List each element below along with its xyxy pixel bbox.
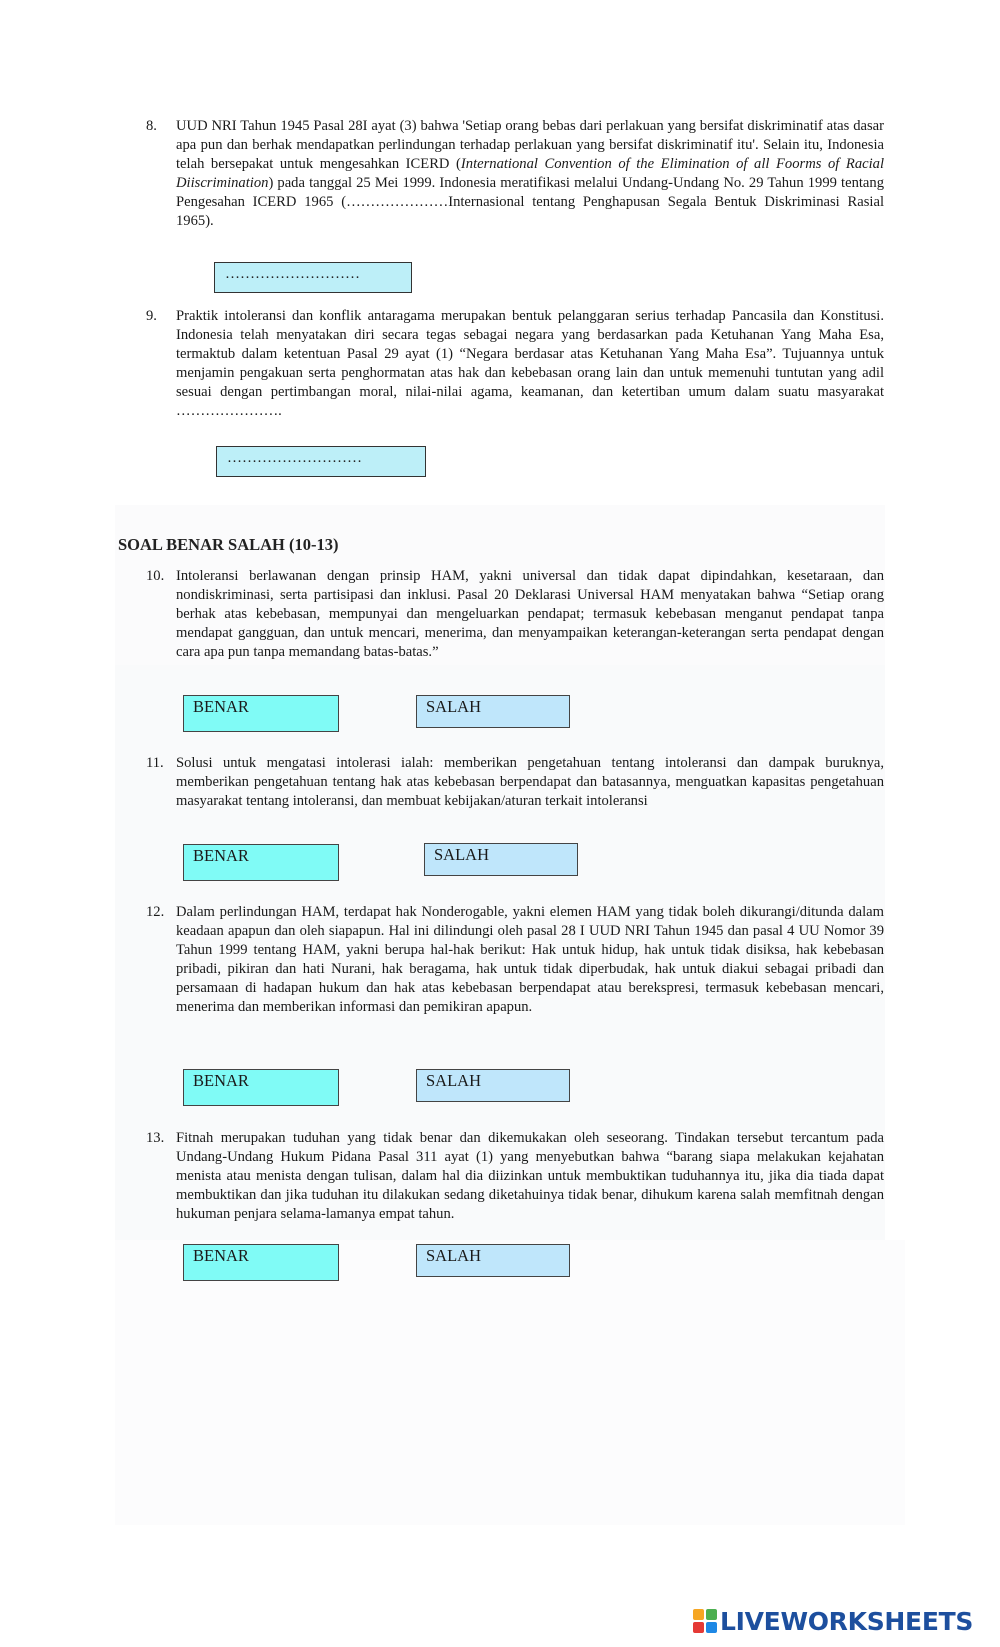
liveworksheets-logo xyxy=(693,1608,973,1634)
answer-input-8[interactable]: ……………………… xyxy=(214,262,412,293)
brand-name: LIVEWORKSHEETS xyxy=(720,1606,974,1636)
benar-button-10[interactable]: BENAR xyxy=(183,695,339,732)
salah-button-10[interactable]: SALAH xyxy=(416,695,570,728)
answer-input-9[interactable]: ……………………… xyxy=(216,446,426,477)
salah-button-13[interactable]: SALAH xyxy=(416,1244,570,1277)
question-text: Intoleransi berlawanan dengan prinsip HAM, yakni universal dan tidak dapat dipindahkan, kesetaraan, dan nondiskriminasi, serta partisipasi dan inklusi. Pasal 20 Deklarasi Universal HAM menyatakan bahwa “Setiap orang berhak atas kebebasan, mempunyai dan mengeluarkan pendapat; termasuk kebebasan menganut pendapat tanpa mendapat gangguan, dan untuk mencari, menerima, dan menyampaikan keterangan-keterangan serta pendapat dengan cara apa pun tanpa memandang batas-batas.” xyxy=(176,568,884,660)
question-8 xyxy=(148,117,884,231)
liveworksheets-logo-icon xyxy=(693,1609,717,1633)
section-heading: SOAL BENAR SALAH (10-13) xyxy=(118,535,339,554)
question-number: 9. xyxy=(146,308,157,324)
question-10 xyxy=(148,567,884,662)
question-11 xyxy=(148,754,884,811)
question-text: Praktik intoleransi dan konflik antaragama merupakan bentuk pelanggaran serius terhadap Pancasila dan Konstitusi. Indonesia telah menyatakan diri secara tegas sebagai negara yang berdasarkan pada Ketuhanan Yang Maha Esa, termaktub dalam ketentuan Pasal 29 ayat (1) “Negara berdasar atas Ketuhanan Yang Maha Esa”. Tujuannya untuk menjamin pengakuan serta penghormatan atas hak dan kebebasan orang lain dan untuk memenuhi tuntutan yang adil sesuai dengan pertimbangan moral, nilai-nilai agama, keamanan, dan ketertiban umum dalam suatu masyarakat …………………. xyxy=(176,308,884,419)
question-text: Fitnah merupakan tuduhan yang tidak benar dan dikemukakan oleh seseorang. Tindakan tersebut tercantum pada Undang-Undang Hukum Pidana Pasal 311 ayat (1) yang menyebutkan bahwa “barang siapa melakukan kejahatan menista atau menista dengan tulisan, dalam hal dia diizinkan untuk membuktikan tuduhannya itu, jika dia tiada dapat membuktikan dan jika tuduhan itu dilakukan sedang diketahuinya tidak benar, dihukum karena salah memfitnah dengan hukuman penjara selama-lamanya empat tahun. xyxy=(176,1130,884,1222)
benar-button-11[interactable]: BENAR xyxy=(183,844,339,881)
question-text: UUD NRI Tahun 1945 Pasal 28I ayat (3) bahwa 'Setiap orang bebas dari perlakuan yang bersifat diskriminatif atas dasar apa pun dan berhak mendapatkan perlindungan terhadap perlakuan yang bersifat diskriminatif itu'. Selain itu, Indonesia telah bersepakat untuk mengesahkan ICERD (International Convention of the Elimination of all Foorms of Racial Diiscrimination) pada tanggal 25 Mei 1999. Indonesia meratifikasi melalui Undang-Undang No. 29 Tahun 1999 tentang Pengesahan ICERD 1965 (…………………Internasional tentang Penghapusan Segala Bentuk Diskriminasi Rasial 1965). xyxy=(176,118,885,229)
benar-button-12[interactable]: BENAR xyxy=(183,1069,339,1106)
question-number: 12. xyxy=(146,904,165,920)
question-13 xyxy=(148,1129,884,1224)
worksheet-panel-bottom xyxy=(115,1240,905,1525)
benar-button-13[interactable]: BENAR xyxy=(183,1244,339,1281)
question-text: Solusi untuk mengatasi intolerasi ialah: memberikan pengetahuan tentang intoleransi dan dampak buruknya, memberikan pengetahuan tentang hak atas kebebasan berpendapat dan batasannya, menguatkan kapasitas pengetahuan masyarakat tentang intoleransi, dan membuat kebijakan/aturan terkait intoleransi xyxy=(176,755,884,809)
question-number: 8. xyxy=(146,118,157,134)
salah-button-12[interactable]: SALAH xyxy=(416,1069,570,1102)
question-number: 11. xyxy=(146,755,164,771)
question-number: 10. xyxy=(146,568,165,584)
question-9 xyxy=(148,307,884,421)
question-text: Dalam perlindungan HAM, terdapat hak Nonderogable, yakni elemen HAM yang tidak boleh dikurangi/ditunda dalam keadaan apapun dan oleh siapapun. Hal ini dilindungi oleh pasal 28 I UUD NRI Tahun 1945 dan pasal 4 UU Nomor 39 Tahun 1999 tentang HAM, yakni berupa hal-hak berikut: Hak untuk hidup, hak untuk tidak disiksa, hak kebebasan pribadi, pikiran dan hati Nurani, hak beragama, hak untuk tidak diperbudak, hak untuk diakui sebagai pribadi dan persamaan di hadapan hukum dan hak atas kebebasan berpendapat atau berekspresi, termasuk kebebasan mencari, menerima dan memberikan informasi dan pemikiran apapun. xyxy=(176,904,884,1015)
salah-button-11[interactable]: SALAH xyxy=(424,843,578,876)
question-12 xyxy=(148,903,884,1017)
question-number: 13. xyxy=(146,1130,165,1146)
